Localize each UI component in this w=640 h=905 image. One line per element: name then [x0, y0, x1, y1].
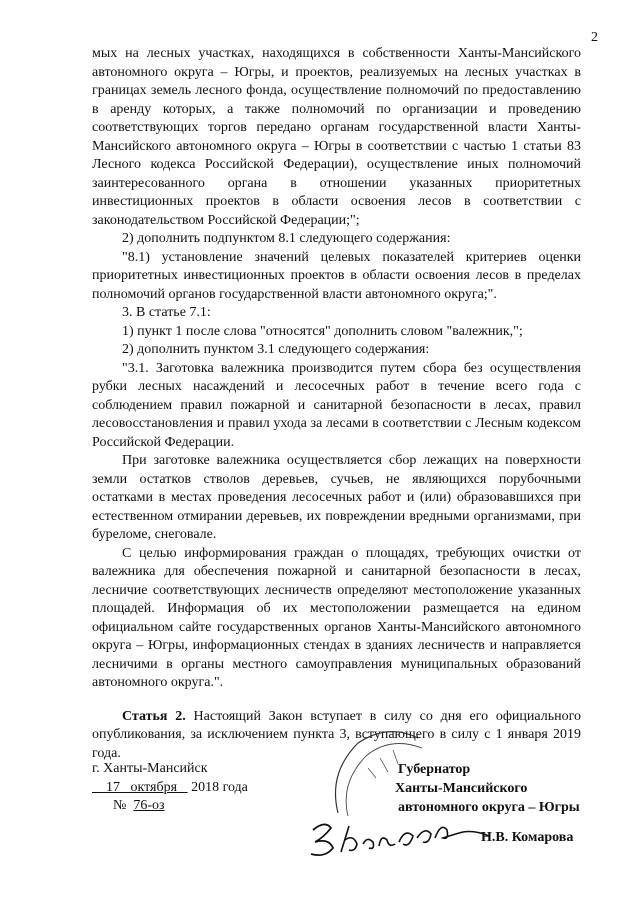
paragraph: При заготовке валежника осуществляется сбор лежащих на поверхности земли остатков стволов деревьев, сучьев, не являющихся порубочными остатками в местах проведения лесосечных работ и (или) образовавшихся при естественном отмирании деревьев, их повреждении вредными организмами, при буреломе, снеговале. — [92, 453, 581, 542]
paragraph: С целью информирования граждан о площадях, требующих очистки от валежника для обеспечения пожарной и санитарной безопасности в лесах, лесничие соответствующих лесничеств определяют местоположение указанных площадей. Информация об их местоположении размещается на едином официальном сайте государственных органов Ханты-Мансийского автономного округа – Югры, информационных стендах в зданиях лесничеств и направляется лесничими в органы местного самоуправления муниципальных образований автономного округа.". — [92, 545, 581, 690]
law-body-text — [92, 45, 581, 763]
signing-day: 17 — [106, 779, 120, 795]
paragraph: мых на лесных участках, находящихся в собственности Ханты-Мансийского автономного округа – Югры, и проектов, реализуемых на лесных участках в границах земель лесного фонда, осуществление полномочий по предоставлению в аренду которых, а также полномочий по организации и проведению соответствующих торгов передано органам государственной власти Ханты-Мансийского автономного округа – Югры в соответствии с частью 1 статьи 83 Лесного кодекса Российской Федерации), осуществление иных полномочий заинтересованного органа в отношении указанных приоритетных инвестиционных проектов в области освоения лесов в соответствии с законодательством Российской Федерации;"; — [92, 46, 581, 228]
paragraph: 1) пункт 1 после слова "относятся" дополнить словом "валежник,"; — [122, 323, 523, 339]
paragraph: "8.1) установление значений целевых показателей критериев оценки приоритетных инвестиционных проектов в области освоения лесов в пределах полномочий органов государственной власти автономного округа;". — [92, 249, 581, 302]
governor-line-3: автономного округа – Югры — [398, 800, 580, 815]
article-2-text: Настоящий Закон вступает в силу со дня его официального опубликования, за исключением пункта 3, вступающего в силу с 1 января 2019 года. — [92, 708, 581, 761]
signing-date — [92, 779, 248, 798]
governor-line-2: Ханты-Мансийского — [395, 781, 528, 796]
number-value: 76-оз — [133, 798, 165, 813]
paragraph: 2) дополнить пунктом 3.1 следующего содержания: — [122, 342, 430, 357]
governor-name: Н.В. Комарова — [481, 830, 574, 845]
signing-city: г. Ханты-Мансийск — [92, 761, 208, 776]
handwritten-signature — [305, 808, 495, 860]
paragraph: "3.1. Заготовка валежника производится путем сбора без осуществления рубки лесных насаждений и лесосечных работ в течение всего года с соблюдением правил пожарной и санитарной безопасности в лесах, правил лесовосстановления и правил ухода за лесами в соответствии с Лесным кодексом Российской Федерации. — [92, 360, 581, 450]
paragraph: 2) дополнить подпунктом 8.1 следующего содержания: — [122, 231, 451, 246]
paragraph: 3. В статье 7.1: — [122, 305, 211, 320]
signing-month: октября — [130, 779, 178, 795]
governor-line-1: Губернатор — [398, 762, 471, 777]
signing-details — [92, 760, 248, 816]
law-number — [92, 797, 248, 816]
page-number: 2 — [591, 30, 598, 45]
article-2-heading: Статья 2. — [122, 708, 186, 724]
number-sign: № — [113, 798, 127, 813]
signing-year: 2018 года — [191, 779, 248, 795]
